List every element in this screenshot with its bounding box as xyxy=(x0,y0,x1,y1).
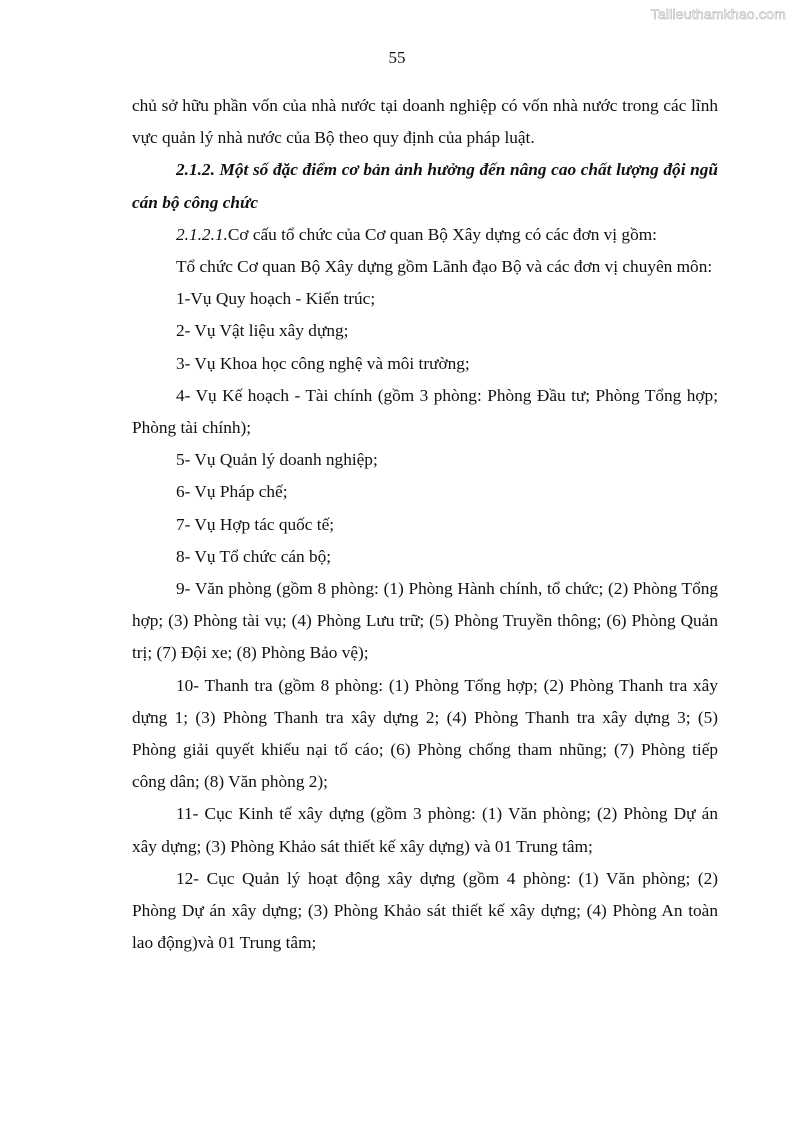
list-item: 7- Vụ Hợp tác quốc tế; xyxy=(176,514,335,534)
list-item: 3- Vụ Khoa học công nghệ và môi trường; xyxy=(176,353,470,373)
document-body xyxy=(132,90,718,959)
subsection-number: 2.1.2.1. xyxy=(176,224,228,244)
list-item: 1-Vụ Quy hoạch - Kiến trúc; xyxy=(176,289,376,309)
list-item: 6- Vụ Pháp chế; xyxy=(176,482,288,502)
list-item: 5- Vụ Quản lý doanh nghiệp; xyxy=(176,450,378,470)
list-item: 12- Cục Quản lý hoạt động xây dựng (gồm 4 phòng: (1) Văn phòng; (2) Phòng Dự án xây dựng; (3) Phòng Khảo sát thiết kế xây dựng; (4) Phòng An toàn lao động)và 01 Trung tâm; xyxy=(132,868,718,953)
list-item: 11- Cục Kinh tế xây dựng (gồm 3 phòng: (1) Văn phòng; (2) Phòng Dự án xây dựng; (3) Phòng Khảo sát thiết kế xây dựng) và 01 Trung tâm; xyxy=(132,804,718,856)
list-item: 10- Thanh tra (gồm 8 phòng: (1) Phòng Tổng hợp; (2) Phòng Thanh tra xây dựng 1; (3) Phòng Thanh tra xây dựng 2; (4) Phòng Thanh tra xây dựng 3; (5) Phòng giải quyết khiếu nại tố cáo; (6) Phòng chống tham nhũng; (7) Phòng tiếp công dân; (8) Văn phòng 2); xyxy=(132,675,718,792)
intro-paragraph: chủ sở hữu phần vốn của nhà nước tại doanh nghiệp có vốn nhà nước trong các lĩnh vực quản lý nhà nước của Bộ theo quy định của pháp luật. xyxy=(132,96,718,148)
org-intro-paragraph: Tổ chức Cơ quan Bộ Xây dựng gồm Lãnh đạo Bộ và các đơn vị chuyên môn: xyxy=(176,257,713,277)
page-number: 55 xyxy=(388,48,406,67)
list-item: 4- Vụ Kế hoạch - Tài chính (gồm 3 phòng: Phòng Đầu tư; Phòng Tổng hợp; Phòng tài chính); xyxy=(132,385,718,438)
subsection-text: Cơ cấu tổ chức của Cơ quan Bộ Xây dựng có các đơn vị gồm: xyxy=(227,224,657,244)
list-item: 9- Văn phòng (gồm 8 phòng: (1) Phòng Hành chính, tổ chức; (2) Phòng Tổng hợp; (3) Phòng tài vụ; (4) Phòng Lưu trữ; (5) Phòng Truyền thông; (6) Phòng Quản trị; (7) Đội xe; (8) Phòng Bảo vệ); xyxy=(132,579,718,663)
subsection-heading xyxy=(132,219,718,251)
list-item: 8- Vụ Tổ chức cán bộ; xyxy=(176,546,332,566)
list-item: 2- Vụ Vật liệu xây dựng; xyxy=(176,321,349,341)
watermark: Tailieuthamkhao.com xyxy=(650,6,786,22)
section-heading: 2.1.2. Một số đặc điểm cơ bản ảnh hưởng đến nâng cao chất lượng đội ngũ cán bộ công chức xyxy=(132,160,718,212)
